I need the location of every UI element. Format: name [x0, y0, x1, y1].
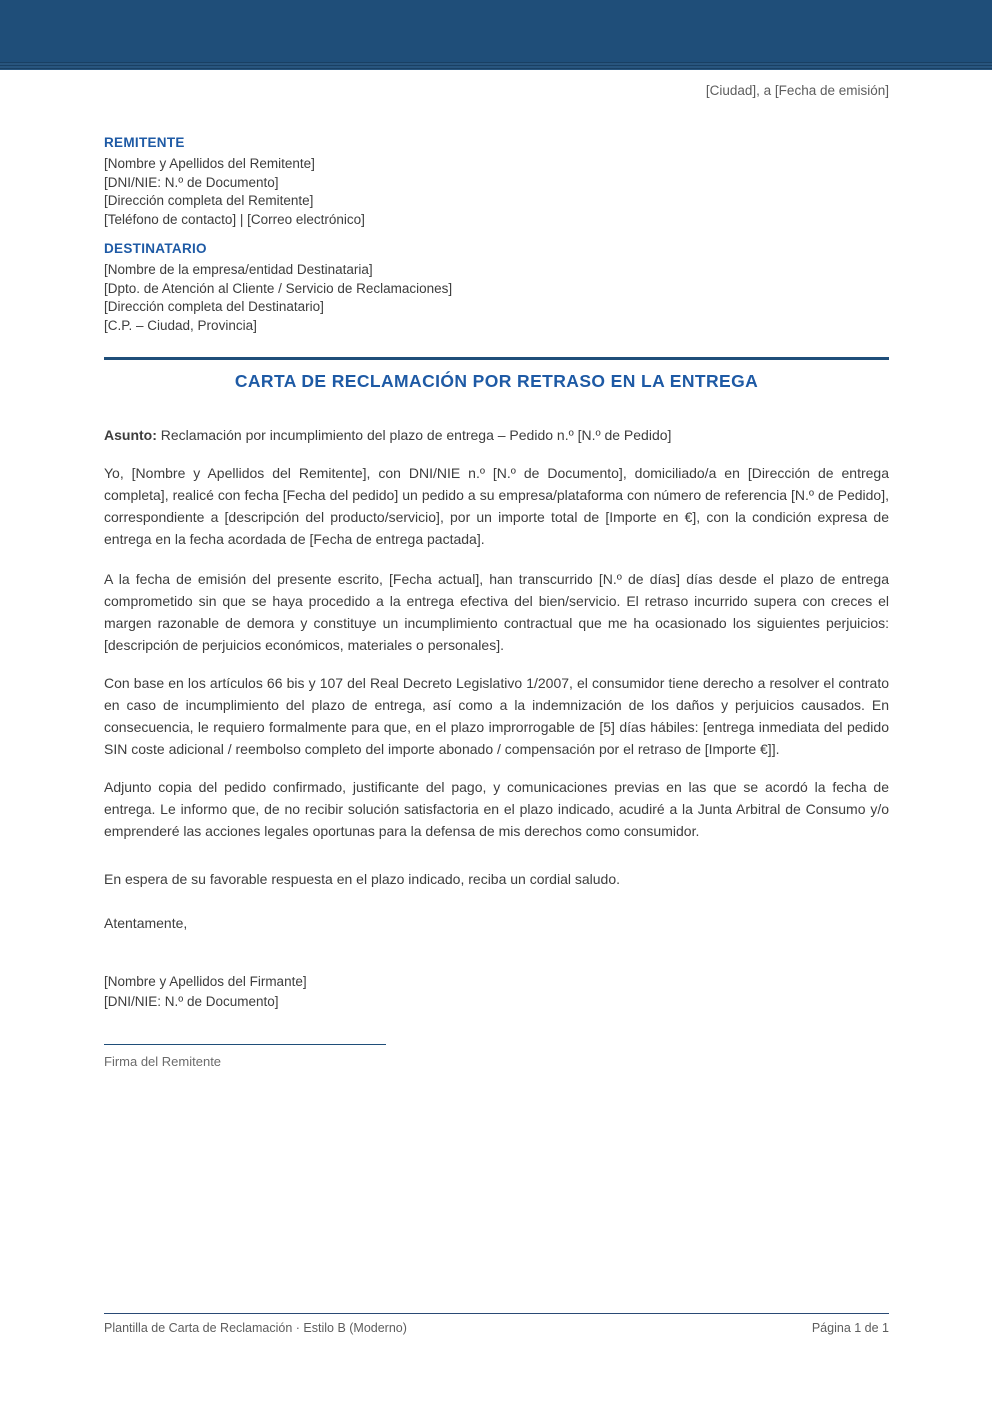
recipient-city-line: [C.P. – Ciudad, Provincia] — [104, 317, 257, 333]
footer-page-number: Página 1 de 1 — [811, 1321, 889, 1335]
signer-id-line: [DNI/NIE: N.º de Documento] — [104, 994, 279, 1009]
footer-template-label: Plantilla de Carta de Reclamación · Estilo B (Moderno) — [104, 1321, 407, 1335]
sender-name-line: [Nombre y Apellidos del Remitente] — [104, 156, 315, 171]
footer-divider — [104, 1313, 889, 1314]
date-line: [Ciudad], a [Fecha de emisión] — [705, 83, 889, 98]
letter-content — [0, 82, 992, 1070]
valediction: Atentamente, — [104, 915, 188, 931]
title-divider — [104, 357, 889, 360]
header-band — [0, 0, 992, 70]
subject-line — [104, 424, 889, 446]
recipient-block — [104, 240, 889, 335]
signature-caption: Firma del Remitente — [104, 1054, 222, 1069]
recipient-address-line: [Dirección completa del Destinatario] — [104, 299, 324, 314]
signer-block — [104, 972, 889, 1012]
sender-block — [104, 134, 889, 229]
body-paragraph-4: Adjunto copia del pedido confirmado, justificante del pago, y comunicaciones previas en las que se acordó la fecha de entrega. Le informo que, de no recibir solución satisfactoria en el plazo indicado, acudiré a la Junta Arbitral de Consumo y/o emprenderé las acciones legales oportunas para la defensa de mis derechos como consumidor. — [104, 779, 889, 839]
recipient-heading: DESTINATARIO — [104, 241, 207, 256]
page-footer — [104, 1313, 889, 1336]
body-paragraph-2: A la fecha de emisión del presente escrito, [Fecha actual], han transcurrido [N.º de días] días desde el plazo de entrega comprometido sin que se haya procedido a la entrega efectiva del bien/servicio. El retraso incurrido supera con creces el margen razonable de demora y constituye un incumplimiento contractual que me ha ocasionado los siguientes perjuicios: [descripción de perjuicios económicos, materiales o personales]. — [104, 571, 889, 653]
signer-name-line: [Nombre y Apellidos del Firmante] — [104, 974, 307, 989]
subject-label: Asunto: — [104, 427, 157, 443]
body-paragraph-1: Yo, [Nombre y Apellidos del Remitente], con DNI/NIE n.º [N.º de Documento], domiciliado/a en [Dirección de entrega completa], realicé con fecha [Fecha del pedido] un pedido a su empresa/plataforma con número de referencia [N.º de Pedido], correspondiente a [descripción del producto/servicio], por un importe total de [Importe en €], con la condición expresa de entrega en la fecha acordada de [Fecha de entrega pactada]. — [104, 465, 889, 547]
body-paragraph-3: Con base en los artículos 66 bis y 107 del Real Decreto Legislativo 1/2007, el consumidor tiene derecho a resolver el contrato en caso de incumplimiento del plazo de entrega, así como a la indemnización de los daños y perjuicios causados. En consecuencia, le requiero formalmente para que, en el plazo improrrogable de [5] días hábiles: [entrega inmediata del pedido SIN coste adicional / reembolso completo del importe abonado / compensación por el retraso de [Importe €]]. — [104, 675, 889, 757]
sender-id-line: [DNI/NIE: N.º de Documento] — [104, 174, 279, 190]
recipient-company-line: [Nombre de la empresa/entidad Destinataria] — [104, 262, 373, 277]
sender-contact-line: [Teléfono de contacto] | [Correo electrónico] — [104, 211, 365, 227]
footer-row — [104, 1320, 889, 1336]
sender-address-line: [Dirección completa del Remitente] — [104, 193, 314, 208]
closing-line: En espera de su favorable respuesta en el plazo indicado, reciba un cordial saludo. — [104, 871, 620, 887]
subject-text: Reclamación por incumplimiento del plazo de entrega – Pedido n.º [N.º de Pedido] — [156, 427, 672, 443]
recipient-dept-line: [Dpto. de Atención al Cliente / Servicio de Reclamaciones] — [104, 280, 453, 296]
sender-heading: REMITENTE — [104, 135, 185, 150]
letter-title: CARTA DE RECLAMACIÓN POR RETRASO EN LA ENTREGA — [234, 371, 759, 391]
signature-line — [104, 1044, 386, 1045]
